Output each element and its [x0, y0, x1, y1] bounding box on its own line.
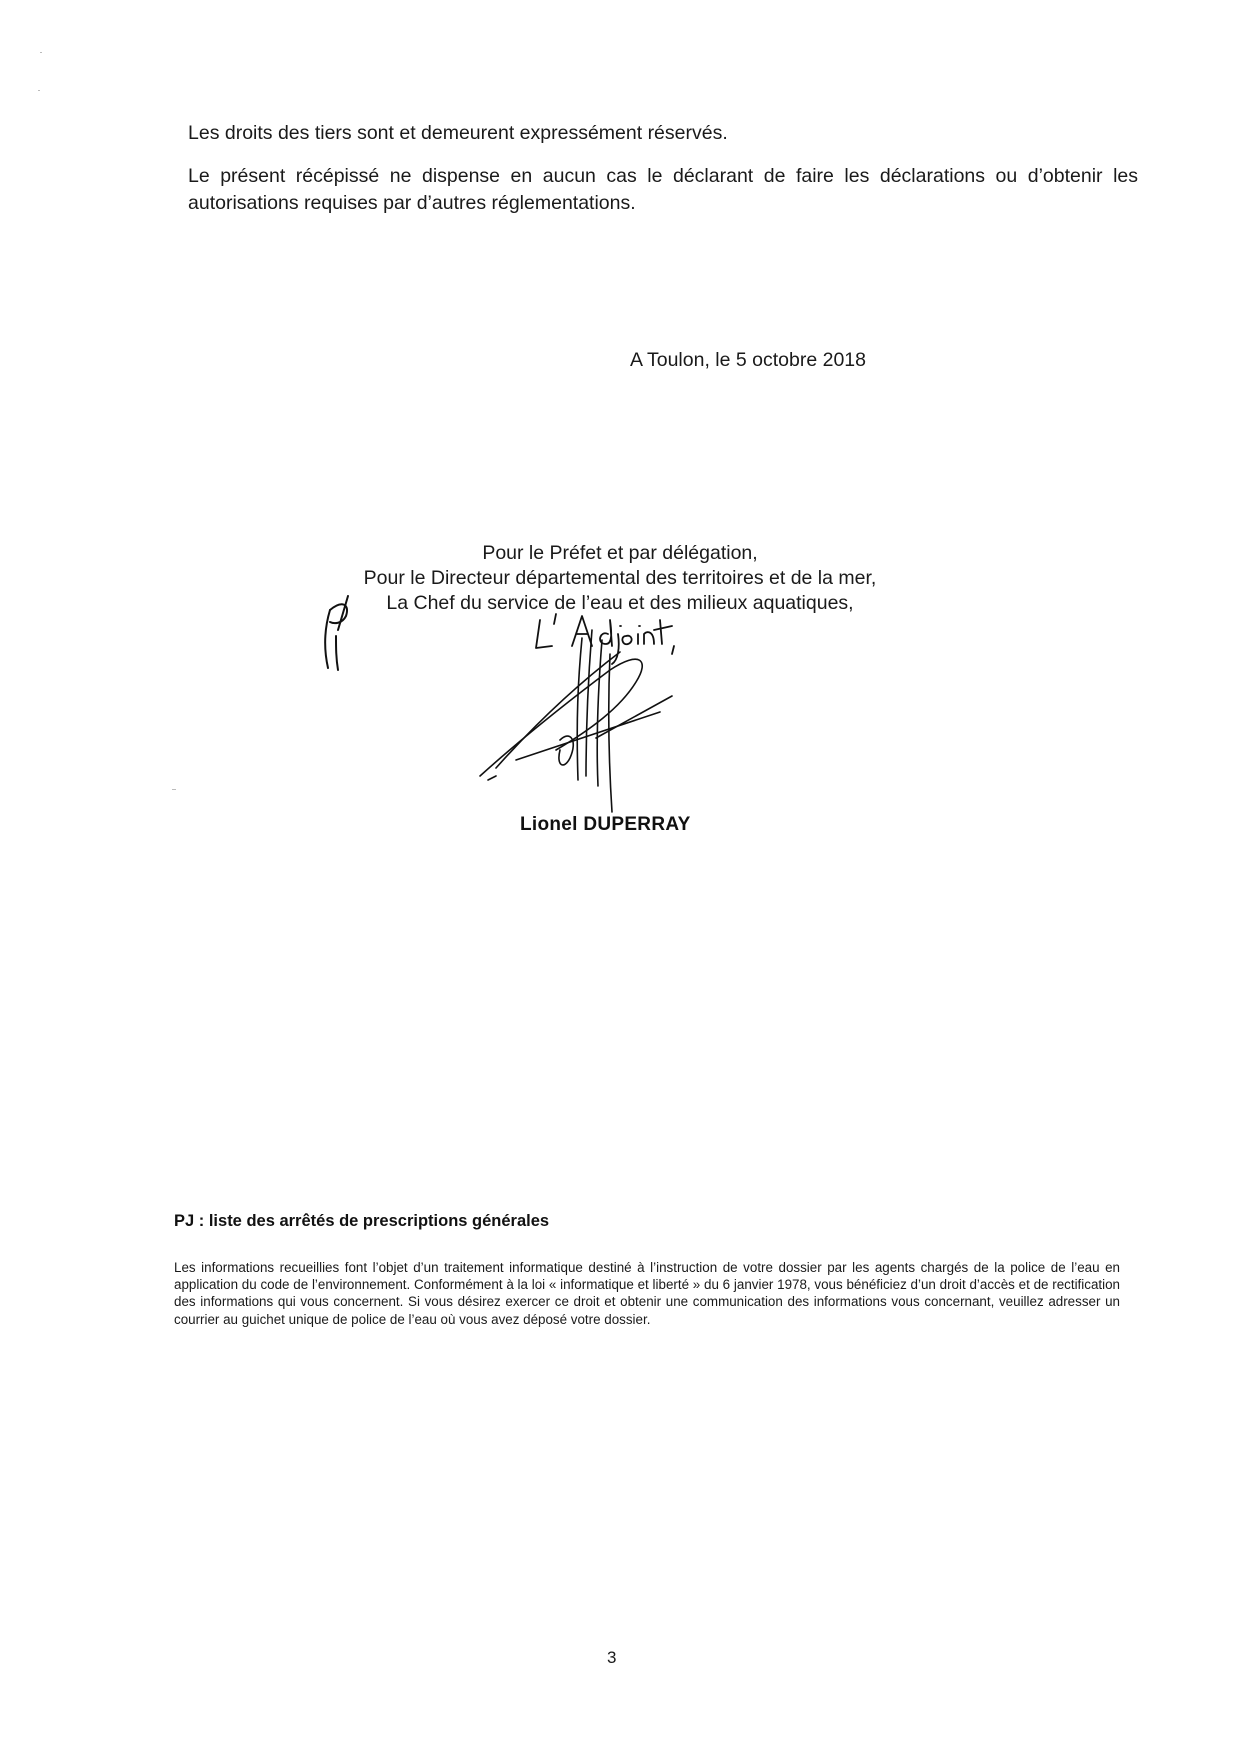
receipt-disclaimer-paragraph: Le présent récépissé ne dispense en aucun cas le déclarant de faire les déclarations ou d’obtenir les autorisations requises par d’autres réglementations.	[188, 165, 1138, 214]
scan-artifact	[38, 90, 40, 91]
handwritten-signature	[320, 590, 740, 830]
delegation-line-prefet: Pour le Préfet et par délégation,	[482, 542, 758, 564]
scan-artifact	[172, 789, 176, 790]
delegation-line-chef-service: La Chef du service de l’eau et des milieux aquatiques,	[386, 592, 854, 614]
signer-name: Lionel DUPERRAY	[520, 814, 691, 835]
page-number: 3	[607, 1648, 617, 1667]
rights-reserved-paragraph: Les droits des tiers sont et demeurent expressément réservés.	[188, 122, 728, 144]
delegation-line-directeur: Pour le Directeur départemental des territoires et de la mer,	[363, 567, 877, 589]
place-date-line: A Toulon, le 5 octobre 2018	[630, 349, 866, 371]
scan-artifact	[40, 52, 42, 53]
attachment-title: PJ : liste des arrêtés de prescriptions générales	[174, 1212, 550, 1230]
privacy-notice: Les informations recueillies font l’objet d’un traitement informatique destiné à l’instruction de votre dossier par les agents chargés de la police de l’eau en application du code de l’environnement. Conformément à la loi « informatique et liberté » du 6 janvier 1978, vous bénéficiez d’un droit d’accès et de rectification des informations qui vous concernent. Si vous désirez exercer ce droit et obtenir une communication des informations vous concernant, veuillez adresser un courrier au guichet unique de police de l’eau où vous avez déposé votre dossier.	[174, 1260, 1120, 1327]
